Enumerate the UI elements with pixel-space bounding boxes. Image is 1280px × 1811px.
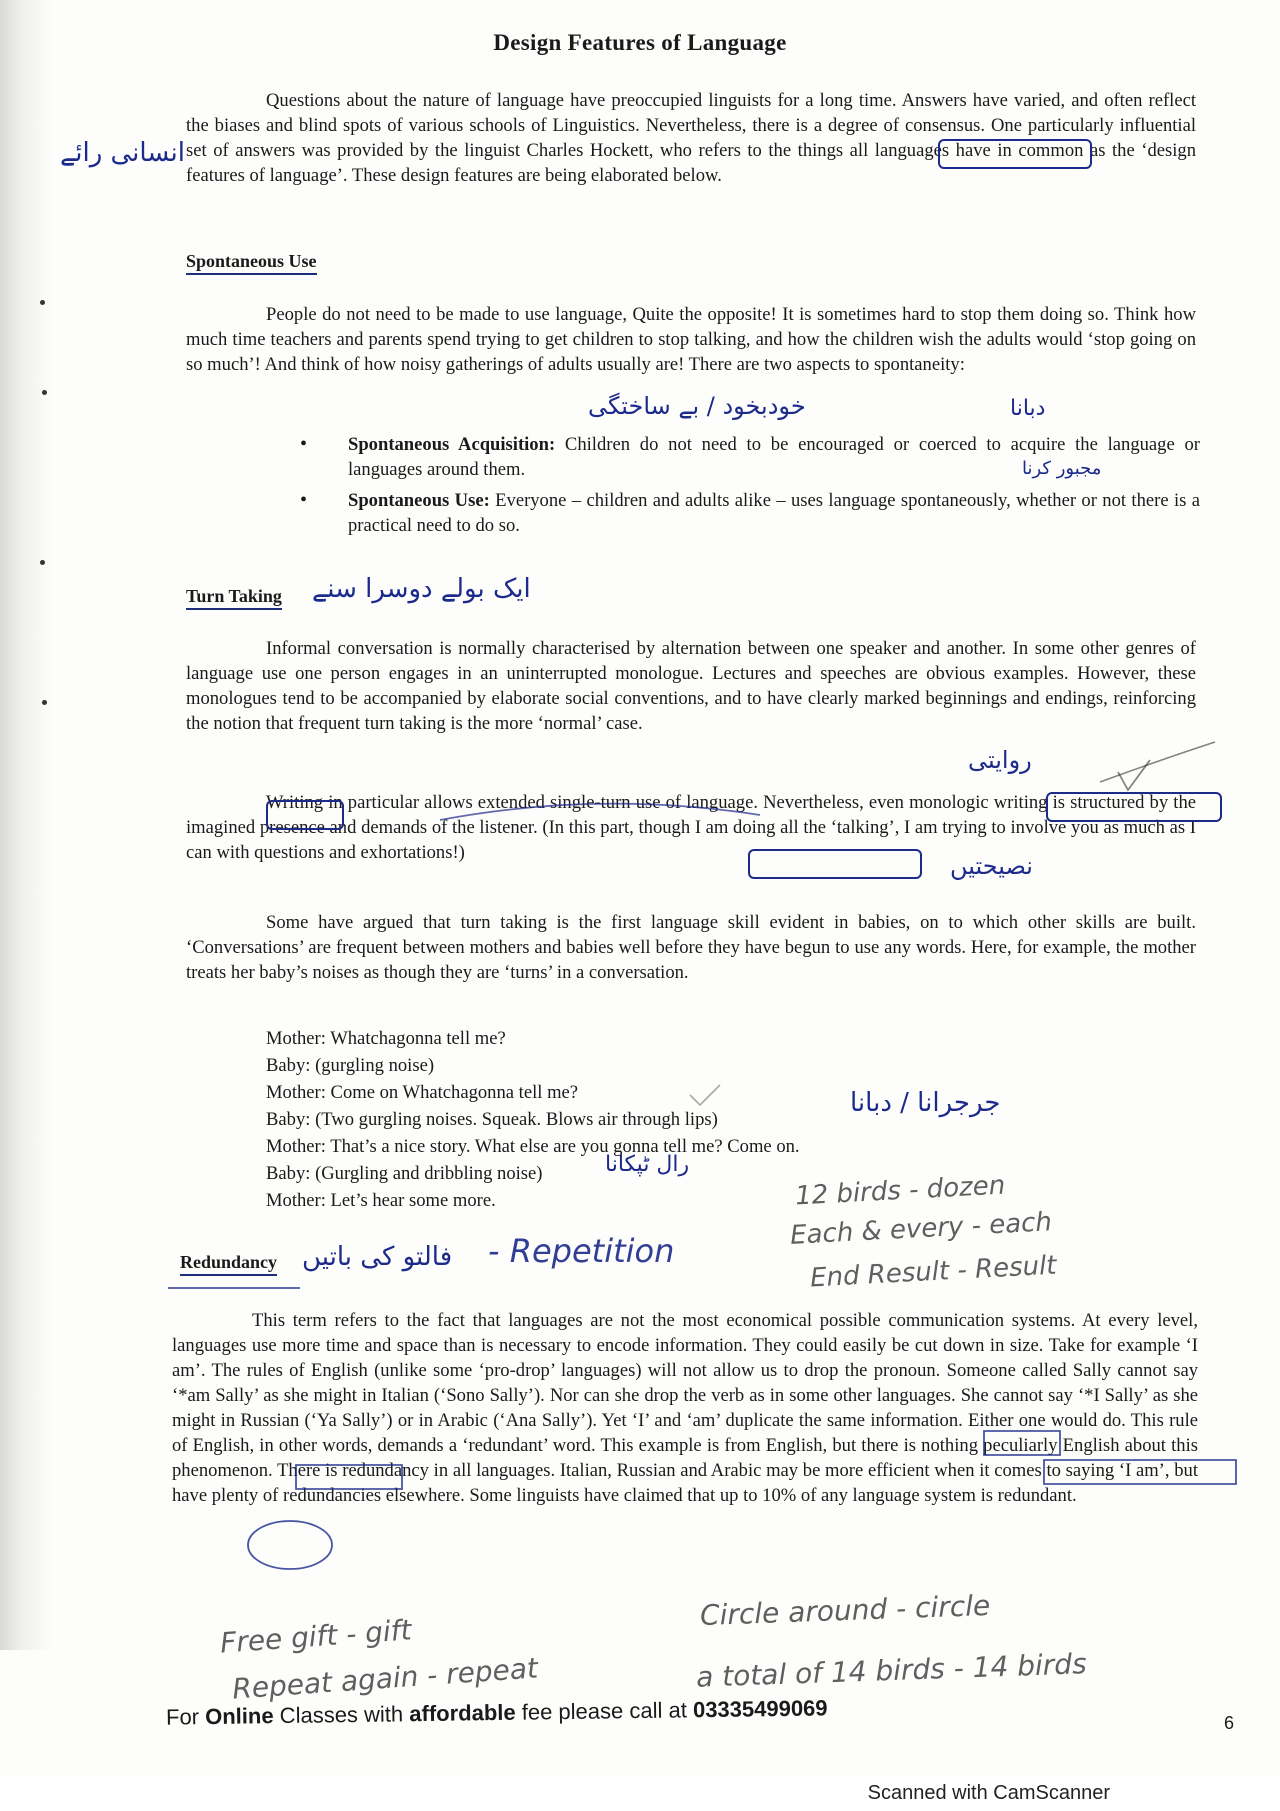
checkmark-icon	[1118, 760, 1150, 790]
footer-phone: 03335499069	[692, 1695, 828, 1723]
urdu-note-exhortations: نصیحتیں	[950, 852, 1033, 880]
scan-speck	[40, 300, 45, 305]
intro-paragraph	[186, 88, 1196, 188]
heading-redundancy	[180, 1252, 277, 1273]
scan-speck	[42, 700, 47, 705]
footer-text: Online	[204, 1703, 274, 1730]
heading-text: Redundancy	[180, 1252, 277, 1276]
annotation-box-monologic	[1046, 792, 1222, 822]
turn-taking-text-3: Some have argued that turn taking is the first language skill evident in babies, on to which other skills are built. ‘Conversations’ are frequent between mothers and babies well before they have begun to use any words. Here, for example, the mother treats her baby’s noises as though they are ‘turns’ in a conversation.	[186, 912, 1196, 983]
annotation-box-hockett	[938, 139, 1092, 169]
bullet-text: Children do not need to be encouraged or coerced to acquire the language or languages around them.	[348, 434, 1200, 480]
spontaneity-list	[300, 432, 1200, 544]
page-title: Design Features of Language	[493, 30, 787, 55]
turn-taking-paragraph-1	[186, 636, 1196, 736]
urdu-note-coerced-2: مجبور کرنا	[1022, 458, 1102, 479]
redundancy-text: This term refers to the fact that languages are not the most economical possible communication systems. At every level, languages use more time and space than is necessary to encode information. They could easily be cut down in size. Take for example ‘I am’. The rules of English (unlike some ‘pro-drop’ languages) will not allow us to drop the pronoun. Someone called Sally cannot say ‘*am Sally’ as she might in Italian (‘Sono Sally’). Nor can she drop the verb as in some other languages. She cannot say ‘*I Sally’ as she might in Russian (‘Ya Sally’) or in Arabic (‘Ana Sally’). Yet ‘I’ and ‘am’ duplicate the same information. Either one would do. This rule of English, in other words, demands a ‘redundant’ word. This example is from English, but there is nothing peculiarly English about this phenomenon. There is redundancy in all languages. Italian, Russian and Arabic may be more efficient when it comes to saying ‘I am’, but have plenty of redundancies elsewhere. Some linguists have claimed that up to 10% of any language system is redundant.	[172, 1310, 1198, 1506]
turn-taking-text-1: Informal conversation is normally characterised by alternation between one speaker and another. In some other genres of language use one person engages in an uninterrupted monologue. Lectures and speeches are obvious examples. However, these monologues tend to be accompanied by elaborate social conventions, and to have clearly marked beginnings and endings, reinforcing the notion that frequent turn taking is the more ‘normal’ case.	[186, 638, 1196, 734]
list-item	[300, 488, 1200, 538]
heading-spontaneous-use	[186, 251, 317, 272]
footer-text: fee please call at	[515, 1697, 694, 1725]
urdu-note-coerced: دبانا	[1010, 396, 1046, 421]
handwritten-note: Repeat again - repeat	[231, 1651, 539, 1706]
handwritten-note: Free gift - gift	[219, 1613, 413, 1660]
handwritten-note: 12 birds - dozen	[794, 1170, 1006, 1212]
turn-taking-paragraph-3	[186, 910, 1196, 985]
urdu-note-turn-taking: ایک بولے دوسرا سنے	[312, 574, 531, 604]
spontaneity-text: People do not need to be made to use language, Quite the opposite! It is sometimes hard to stop them doing so. Think how much time teachers and parents spend trying to get children to stop talking, and how the children wish the adults would ‘stop going on so much’! And think of how noisy gatherings of adults usually are! There are two aspects to spontaneity:	[186, 304, 1196, 375]
footer-text: For	[165, 1704, 206, 1730]
urdu-margin-note: انسانی رائے	[60, 138, 185, 168]
scanner-watermark-bar	[0, 1776, 1280, 1811]
page-shadow-edge	[0, 0, 52, 1650]
dialogue-line: Baby: (gurgling noise)	[266, 1055, 435, 1076]
footer-text: Classes with	[273, 1701, 410, 1729]
heading-text: Turn Taking	[186, 586, 282, 610]
handwritten-repetition: - Repetition	[488, 1232, 675, 1270]
urdu-note-normal: روایتی	[968, 746, 1032, 774]
dialogue-line: Mother: Come on Whatchagonna tell me?	[266, 1082, 579, 1103]
scan-speck	[40, 560, 45, 565]
dialogue-line: Mother: That’s a nice story. What else are you gonna tell me? Come on.	[266, 1136, 800, 1157]
urdu-note-spontaneity: خودبخود / بے ساختگی	[588, 392, 806, 420]
annotation-box-writing	[266, 800, 344, 830]
mother-baby-dialogue	[266, 1025, 800, 1214]
spontaneity-paragraph	[186, 302, 1196, 377]
bullet-term: Spontaneous Acquisition:	[348, 434, 556, 455]
bullet-text: Everyone – children and adults alike – uses language spontaneously, whether or not there is a practical need to do so.	[348, 490, 1200, 536]
turn-taking-text-2: Writing in particular allows extended single-turn use of language. Nevertheless, even monologic writing is structured by the imagined presence and demands of the listener. (In this part, though I am doing all the ‘talking’, I am trying to involve you as much as I can with questions and exhortations!)	[186, 792, 1196, 863]
dialogue-line: Mother: Let’s hear some more.	[266, 1190, 496, 1211]
redundancy-paragraph	[172, 1308, 1198, 1508]
heading-text: Spontaneous Use	[186, 251, 317, 275]
handwritten-note: Each & every - each	[789, 1207, 1053, 1251]
annotation-box-exhortations	[748, 849, 922, 879]
handwritten-note: Circle around - circle	[699, 1588, 991, 1633]
circle-10-percent	[248, 1521, 332, 1569]
handwritten-note: a total of 14 birds - 14 birds	[695, 1647, 1088, 1694]
intro-text: Questions about the nature of language have preoccupied linguists for a long time. Answers have varied, and often reflect the biases and blind spots of various schools of Linguistics. Nevertheless, there is a degree of consensus. One particularly influential set of answers was provided by the linguist Charles Hockett, who refers to the things all languages have in common as the ‘design features of language’. These design features are being elaborated below.	[186, 90, 1196, 186]
scan-speck	[42, 390, 47, 395]
handwritten-note: End Result - Result	[809, 1250, 1058, 1294]
urdu-note-gurgling: جرجرانا / دبانا	[850, 1088, 1001, 1118]
dialogue-line: Mother: Whatchagonna tell me?	[266, 1028, 506, 1049]
heading-turn-taking	[186, 586, 282, 607]
page-number: 6	[1224, 1713, 1235, 1733]
dialogue-line: Baby: (Two gurgling noises. Squeak. Blows air through lips)	[266, 1109, 718, 1130]
bullet-term: Spontaneous Use:	[348, 490, 490, 511]
dialogue-line: Baby: (Gurgling and dribbling noise)	[266, 1163, 543, 1184]
scanner-label: Scanned with CamScanner	[867, 1782, 1110, 1804]
urdu-note-dribbling: رال ٹپکانا	[605, 1152, 690, 1177]
pen-stroke	[1100, 742, 1215, 782]
urdu-note-redundancy: فالتو کی باتیں	[302, 1242, 453, 1272]
footer-text: affordable	[409, 1699, 516, 1727]
